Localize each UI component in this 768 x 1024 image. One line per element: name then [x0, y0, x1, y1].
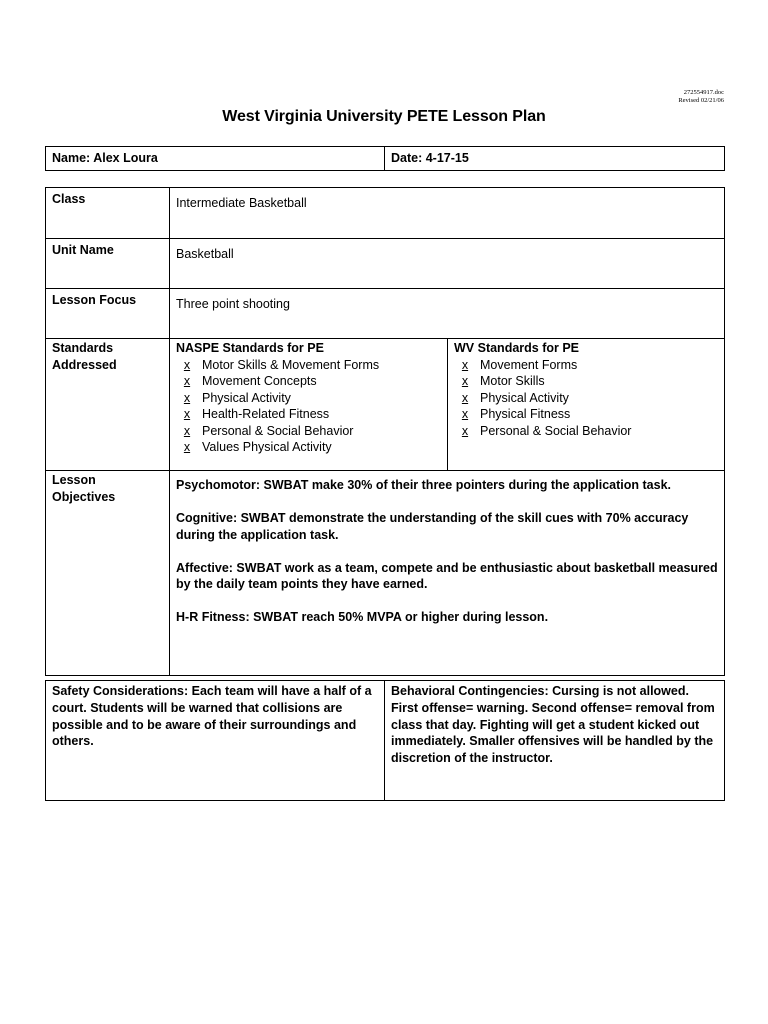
objectives-content — [170, 471, 725, 676]
standard-text: Personal & Social Behavior — [202, 423, 354, 438]
psychomotor-objective: Psychomotor: SWBAT make 30% of their three pointers during the application task. — [176, 478, 671, 492]
page-title: West Virginia University PETE Lesson Plan — [222, 108, 546, 125]
checkmark: x — [183, 374, 191, 388]
naspe-standard-item — [176, 439, 447, 456]
standard-text: Physical Fitness — [480, 407, 571, 421]
naspe-list — [176, 357, 447, 456]
behavioral-contingencies: Behavioral Contingencies: Cursing is not allowed. First offense= warning. Second offense= removal from class that day. Fighting will get a student kicked out immediately. Smaller offensives will be handled by the discretion of the instructor. — [385, 681, 725, 801]
standard-text: Movement Forms — [480, 357, 578, 372]
hr-fitness-objective: H-R Fitness: SWBAT reach 50% MVPA or higher during lesson. — [176, 610, 549, 624]
standards-label: Standards Addressed — [46, 339, 170, 471]
standards-row — [46, 339, 725, 471]
doc-revised-date: Revised 02/21/06 — [678, 97, 724, 104]
wv-standard-item — [454, 390, 724, 407]
checkmark: x — [183, 440, 191, 454]
checkmark: x — [183, 407, 191, 421]
checkmark: x — [183, 390, 191, 405]
wv-standards — [448, 339, 725, 471]
cognitive-objective: Cognitive: SWBAT demonstrate the understanding of the skill cues with 70% accuracy during the application task. — [176, 511, 689, 542]
naspe-standard-item — [176, 373, 447, 390]
lesson-table — [45, 187, 725, 676]
standard-text: Movement Concepts — [202, 374, 317, 388]
checkmark: x — [461, 423, 469, 438]
standard-text: Physical Activity — [480, 390, 569, 405]
standard-text: Personal & Social Behavior — [480, 423, 632, 438]
standard-text: Motor Skills & Movement Forms — [202, 357, 380, 372]
document-info — [640, 89, 724, 105]
standard-text: Health-Related Fitness — [202, 407, 330, 421]
naspe-standard-item — [176, 357, 447, 374]
wv-standard-item — [454, 373, 724, 390]
wv-list — [454, 357, 724, 440]
doc-filename: 272554917.doc — [683, 89, 724, 96]
unit-row — [46, 239, 725, 289]
checkmark: x — [461, 407, 469, 421]
standard-text: Physical Activity — [202, 390, 291, 405]
checkmark: x — [183, 423, 191, 438]
wv-title: WV Standards for PE — [454, 341, 580, 355]
standard-text: Values Physical Activity — [202, 440, 332, 454]
wv-standard-item — [454, 423, 724, 440]
naspe-standards — [170, 339, 448, 471]
checkmark: x — [461, 357, 469, 372]
naspe-standard-item — [176, 423, 447, 440]
unit-value: Basketball — [170, 239, 725, 289]
wv-standard-item — [454, 406, 724, 423]
name-field: Name: Alex Loura — [46, 147, 385, 171]
wv-standard-item — [454, 357, 724, 374]
header-table — [45, 146, 725, 171]
focus-value: Three point shooting — [170, 289, 725, 339]
unit-label: Unit Name — [46, 239, 170, 289]
naspe-standard-item — [176, 390, 447, 407]
class-value: Intermediate Basketball — [170, 188, 725, 239]
class-row — [46, 188, 725, 239]
checkmark: x — [461, 390, 469, 405]
focus-label: Lesson Focus — [46, 289, 170, 339]
checkmark: x — [183, 357, 191, 372]
checkmark: x — [461, 374, 469, 388]
affective-objective: Affective: SWBAT work as a team, compete and be enthusiastic about basketball measured by the daily team points they have earned. — [176, 560, 718, 591]
date-field: Date: 4-17-15 — [385, 147, 725, 171]
class-label: Class — [46, 188, 170, 239]
considerations-table — [45, 680, 725, 801]
objectives-row — [46, 471, 725, 676]
objectives-label: Lesson Objectives — [46, 471, 170, 676]
naspe-standard-item — [176, 406, 447, 423]
safety-considerations: Safety Considerations: Each team will have a half of a court. Students will be warned that collisions are possible and to be aware of their surroundings and others. — [46, 681, 385, 801]
focus-row — [46, 289, 725, 339]
naspe-title: NASPE Standards for PE — [176, 341, 324, 355]
standard-text: Motor Skills — [480, 374, 545, 388]
